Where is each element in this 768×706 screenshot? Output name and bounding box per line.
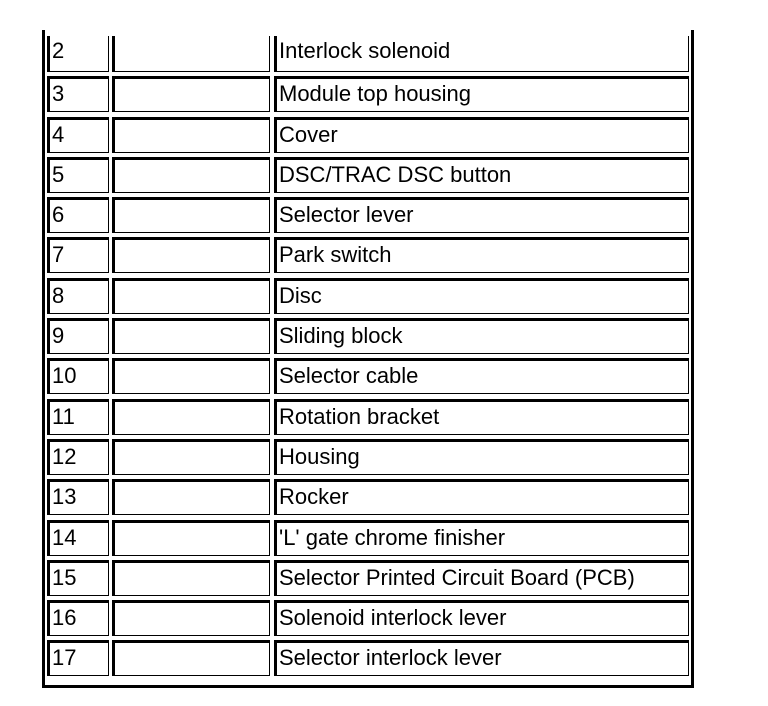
reference-cell bbox=[112, 157, 270, 193]
table-row bbox=[47, 276, 691, 316]
table-row bbox=[47, 356, 691, 396]
description-cell: Selector Printed Circuit Board (PCB) bbox=[274, 560, 689, 596]
reference-cell bbox=[112, 36, 270, 72]
item-number-cell: 13 bbox=[47, 479, 109, 515]
table-row bbox=[47, 155, 691, 195]
description-cell: Park switch bbox=[274, 237, 689, 273]
reference-cell bbox=[112, 318, 270, 354]
table-row bbox=[47, 518, 691, 558]
parts-table bbox=[47, 34, 691, 679]
item-number-cell: 4 bbox=[47, 117, 109, 153]
item-number-cell: 3 bbox=[47, 76, 109, 112]
reference-cell bbox=[112, 237, 270, 273]
description-cell: Solenoid interlock lever bbox=[274, 600, 689, 636]
description-cell: Housing bbox=[274, 439, 689, 475]
reference-cell bbox=[112, 197, 270, 233]
description-cell: Selector lever bbox=[274, 197, 689, 233]
item-number-cell: 2 bbox=[47, 36, 109, 72]
table-row bbox=[47, 34, 691, 74]
table-row bbox=[47, 195, 691, 235]
item-number-cell: 9 bbox=[47, 318, 109, 354]
item-number-cell: 6 bbox=[47, 197, 109, 233]
table-row bbox=[47, 477, 691, 517]
table-row bbox=[47, 638, 691, 678]
reference-cell bbox=[112, 76, 270, 112]
description-cell: 'L' gate chrome finisher bbox=[274, 520, 689, 556]
description-cell: Interlock solenoid bbox=[274, 36, 689, 72]
reference-cell bbox=[112, 479, 270, 515]
reference-cell bbox=[112, 640, 270, 676]
item-number-cell: 8 bbox=[47, 278, 109, 314]
reference-cell bbox=[112, 600, 270, 636]
reference-cell bbox=[112, 399, 270, 435]
item-number-cell: 5 bbox=[47, 157, 109, 193]
table-row bbox=[47, 74, 691, 114]
table-row bbox=[47, 437, 691, 477]
reference-cell bbox=[112, 278, 270, 314]
description-cell: Module top housing bbox=[274, 76, 689, 112]
description-cell: Rotation bracket bbox=[274, 399, 689, 435]
description-cell: Selector interlock lever bbox=[274, 640, 689, 676]
table-row bbox=[47, 598, 691, 638]
item-number-cell: 14 bbox=[47, 520, 109, 556]
item-number-cell: 11 bbox=[47, 399, 109, 435]
item-number-cell: 10 bbox=[47, 358, 109, 394]
reference-cell bbox=[112, 520, 270, 556]
reference-cell bbox=[112, 560, 270, 596]
table-row bbox=[47, 397, 691, 437]
item-number-cell: 17 bbox=[47, 640, 109, 676]
reference-cell bbox=[112, 439, 270, 475]
item-number-cell: 16 bbox=[47, 600, 109, 636]
item-number-cell: 7 bbox=[47, 237, 109, 273]
item-number-cell: 12 bbox=[47, 439, 109, 475]
reference-cell bbox=[112, 358, 270, 394]
table-row bbox=[47, 558, 691, 598]
description-cell: Disc bbox=[274, 278, 689, 314]
description-cell: Selector cable bbox=[274, 358, 689, 394]
description-cell: Sliding block bbox=[274, 318, 689, 354]
description-cell: Cover bbox=[274, 117, 689, 153]
item-number-cell: 15 bbox=[47, 560, 109, 596]
reference-cell bbox=[112, 117, 270, 153]
description-cell: DSC/TRAC DSC button bbox=[274, 157, 689, 193]
table-row bbox=[47, 115, 691, 155]
description-cell: Rocker bbox=[274, 479, 689, 515]
table-row bbox=[47, 316, 691, 356]
table-row bbox=[47, 235, 691, 275]
